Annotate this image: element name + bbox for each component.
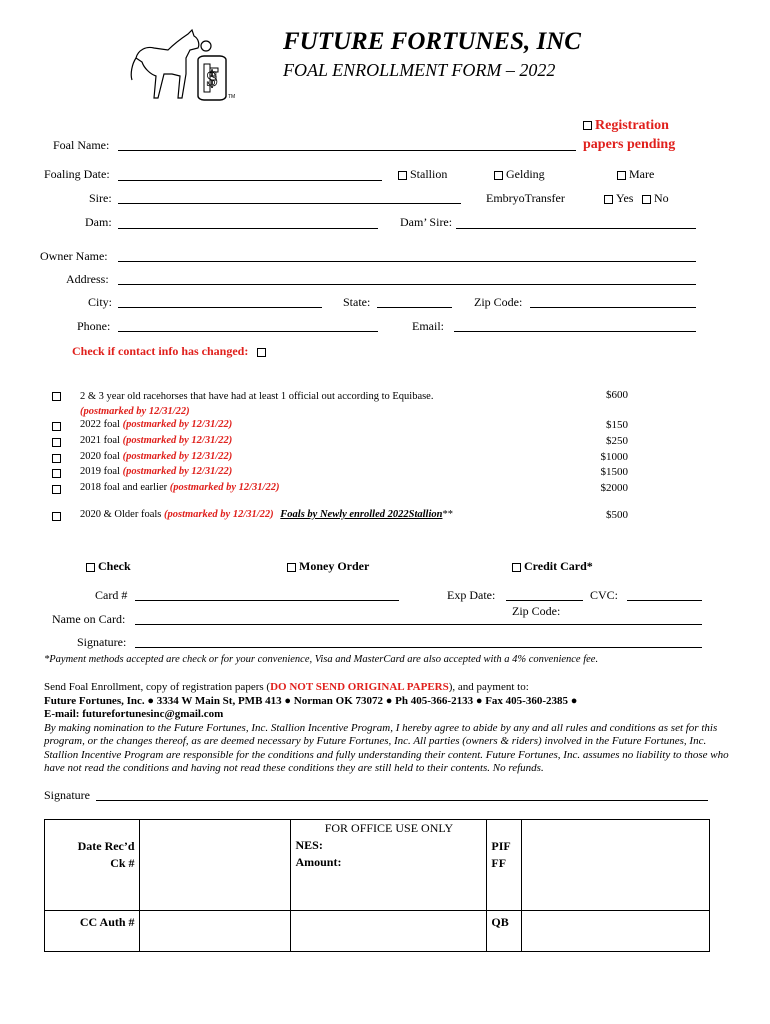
foaling-date-input[interactable]: [118, 180, 382, 181]
phone-label: Phone:: [77, 319, 111, 333]
send-email: E-mail: futurefortunesinc@gmail.com: [44, 708, 224, 720]
embryo-yes-checkbox[interactable]: [604, 195, 613, 204]
contact-changed[interactable]: [72, 344, 269, 359]
pay-check-option[interactable]: [86, 559, 131, 574]
zip-input[interactable]: [530, 307, 696, 308]
fee-note: (postmarked by 12/31/22): [169, 482, 280, 493]
fee-checkbox[interactable]: [52, 454, 61, 463]
stallion-label: Stallion: [410, 167, 448, 181]
fee-note: (postmarked by 12/31/22): [122, 451, 233, 462]
embryo-no-checkbox[interactable]: [642, 195, 651, 204]
mare-option[interactable]: [617, 167, 654, 182]
foal-name-input[interactable]: [118, 150, 576, 151]
fee-desc: 2 & 3 year old racehorses that have had at least 1 official out according to Equibase.: [80, 391, 434, 402]
fee-desc: 2018 foal and earlier: [80, 482, 168, 493]
fee-stars: **: [442, 509, 453, 520]
payment-note: *Payment methods accepted are check or for your convenience, Visa and MasterCard are also accepted with a 4% convenience fee.: [44, 654, 599, 665]
fee-desc: 2020 & Older foals: [80, 509, 162, 520]
city-label: City:: [88, 295, 113, 309]
pay-money-order-label: Money Order: [299, 559, 370, 573]
office-qb: QB: [491, 915, 509, 929]
zip-label: Zip Code:: [474, 295, 523, 309]
card-signature-label: Signature:: [77, 635, 127, 649]
fee-note-stallion: Foals by Newly enrolled 2022Stallion: [280, 509, 443, 520]
pay-money-order-checkbox[interactable]: [287, 563, 296, 572]
sire-input[interactable]: [118, 203, 461, 204]
pay-credit-card-checkbox[interactable]: [512, 563, 521, 572]
send-instructions: [44, 681, 729, 776]
send-pre: Send Foal Enrollment, copy of registration papers (: [44, 681, 271, 693]
fee-desc: 2020 foal: [80, 451, 120, 462]
card-number-label: Card #: [95, 588, 128, 602]
pay-credit-card-label: Credit Card*: [524, 559, 593, 573]
office-cc-auth: CC Auth #: [79, 915, 135, 929]
signature-label: Signature: [44, 788, 90, 802]
exp-date-label: Exp Date:: [447, 588, 496, 602]
pay-credit-card-option[interactable]: [512, 559, 593, 574]
office-cc-field: [139, 911, 291, 952]
name-on-card-input[interactable]: [135, 624, 702, 625]
foaling-date-label: Foaling Date:: [44, 167, 110, 181]
office-date-field: [139, 820, 291, 911]
owner-name-label: Owner Name:: [40, 249, 108, 263]
office-amount-field: [291, 911, 487, 952]
dam-sire-input[interactable]: [456, 228, 696, 229]
stallion-checkbox[interactable]: [398, 171, 407, 180]
owner-name-input[interactable]: [118, 261, 696, 262]
fee-desc: 2021 foal: [80, 435, 120, 446]
pay-check-label: Check: [98, 559, 131, 573]
pay-check-checkbox[interactable]: [86, 563, 95, 572]
registration-checkbox[interactable]: [583, 121, 592, 130]
signature-input[interactable]: [96, 800, 708, 801]
office-ff: FF: [491, 856, 507, 870]
fee-checkbox[interactable]: [52, 512, 61, 521]
fee-price: $600: [606, 389, 628, 401]
fee-price: $150: [606, 419, 628, 431]
fee-checkbox[interactable]: [52, 485, 61, 494]
card-signature-input[interactable]: [135, 647, 702, 648]
dam-input[interactable]: [118, 228, 378, 229]
registration-pending[interactable]: [583, 116, 675, 154]
gelding-checkbox[interactable]: [494, 171, 503, 180]
fee-note: (postmarked by 12/31/22): [122, 419, 233, 430]
fee-price: $1000: [600, 451, 628, 463]
dam-sire-label: Dam’ Sire:: [400, 215, 453, 229]
fee-checkbox[interactable]: [52, 392, 61, 401]
state-label: State:: [343, 295, 371, 309]
pay-money-order-option[interactable]: [287, 559, 369, 574]
card-zip-label: Zip Code:: [512, 604, 561, 618]
phone-input[interactable]: [118, 331, 378, 332]
city-input[interactable]: [118, 307, 322, 308]
office-heading: FOR OFFICE USE ONLY: [324, 821, 454, 835]
office-pif-field: [522, 820, 710, 911]
fee-note: (postmarked by 12/31/22): [164, 509, 274, 520]
email-label: Email:: [412, 319, 444, 333]
send-address: Future Fortunes, Inc. ● 3334 W Main St, PMB 413 ● Norman OK 73072 ● Ph 405-366-2133 ● Fax 405-360-2385 ●: [44, 694, 578, 707]
dam-label: Dam:: [85, 215, 112, 229]
registration-label-2: papers pending: [583, 137, 676, 152]
fee-note: (postmarked by 12/31/22): [122, 435, 233, 446]
registration-label-1: Registration: [595, 118, 669, 133]
office-ck: Ck #: [110, 856, 135, 870]
fee-checkbox[interactable]: [52, 422, 61, 431]
embryo-transfer-label: EmbryoTransfer: [486, 191, 565, 205]
stallion-option[interactable]: [398, 167, 447, 182]
fee-price: $250: [606, 435, 628, 447]
form-subtitle: FOAL ENROLLMENT FORM – 2022: [283, 60, 556, 80]
office-amount: Amount:: [295, 855, 342, 869]
office-nes: NES:: [295, 838, 323, 852]
svg-text:$: $: [206, 66, 218, 91]
name-on-card-label: Name on Card:: [52, 612, 126, 626]
address-input[interactable]: [118, 284, 696, 285]
svg-text:TM: TM: [228, 94, 236, 100]
fee-desc: 2022 foal: [80, 419, 120, 430]
fee-desc: 2019 foal: [80, 466, 120, 477]
fee-price: $500: [606, 509, 628, 521]
fee-checkbox[interactable]: [52, 438, 61, 447]
agreement-text: By making nomination to the Future Fortunes, Inc. Stallion Incentive Program, I hereby agree to abide by any and all rules and conditions as set for this program, or the changes thereof, as are deemed necessary by Future Fortunes, Inc. All parties (owners & riders) involved in the Future Fortunes, Inc. Stallion Incentive Program are responsible for the conditions and fully understanding their content. Future Fortunes, Inc. assumes no liability to those who have not read the conditions and having not read these conditions they are still held to their contents. No refunds.: [44, 721, 729, 774]
fee-checkbox[interactable]: [52, 469, 61, 478]
embryo-no-option[interactable]: [642, 191, 669, 206]
fee-note: (postmarked by 12/31/22): [122, 466, 233, 477]
office-pif: PIF: [491, 839, 511, 853]
cvc-label: CVC:: [590, 588, 619, 602]
exp-date-input[interactable]: [506, 600, 583, 601]
form-title: FUTURE FORTUNES, INC: [283, 28, 581, 55]
card-number-input[interactable]: [135, 600, 399, 601]
fee-price: $1500: [600, 466, 628, 478]
state-input[interactable]: [377, 307, 452, 308]
gelding-label: Gelding: [506, 167, 545, 181]
contact-changed-checkbox[interactable]: [257, 348, 266, 357]
fee-price: $2000: [600, 482, 628, 494]
cvc-input[interactable]: [627, 600, 702, 601]
send-post: ), and payment to:: [448, 681, 529, 693]
embryo-yes-label: Yes: [616, 191, 634, 205]
contact-changed-label: Check if contact info has changed:: [72, 344, 249, 358]
embryo-yes-option[interactable]: [604, 191, 633, 206]
embryo-no-label: No: [654, 191, 669, 205]
send-warning: DO NOT SEND ORIGINAL PAPERS: [270, 681, 449, 693]
office-date-recd: Date Rec’d: [77, 839, 135, 853]
gelding-option[interactable]: [494, 167, 545, 182]
email-input[interactable]: [454, 331, 696, 332]
mare-label: Mare: [629, 167, 655, 181]
foal-name-label: Foal Name:: [53, 138, 110, 152]
fee-note: (postmarked by 12/31/22): [80, 406, 190, 417]
office-qb-field: [522, 911, 710, 952]
address-label: Address:: [66, 272, 109, 286]
company-logo: [128, 28, 236, 108]
sire-label: Sire:: [89, 191, 112, 205]
office-use-table: [44, 819, 710, 952]
mare-checkbox[interactable]: [617, 171, 626, 180]
